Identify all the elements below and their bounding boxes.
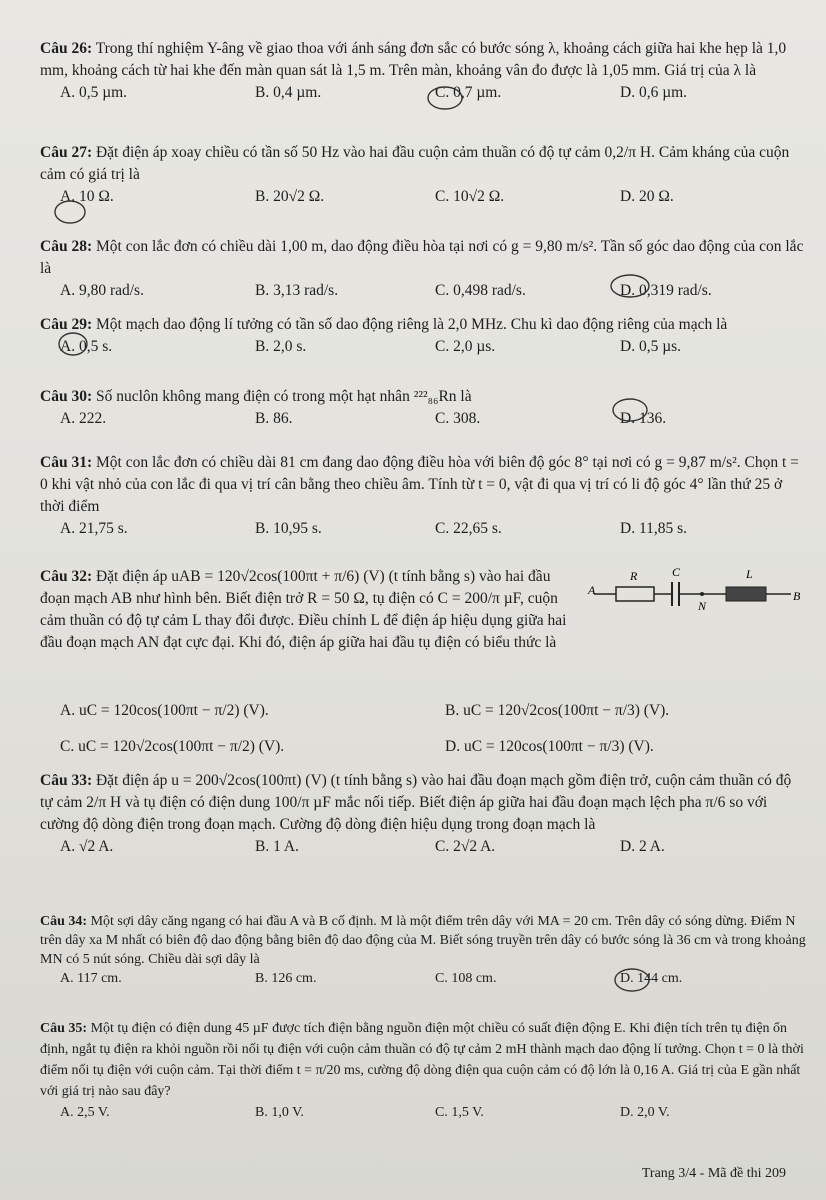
question-stem: Đặt điện áp xoay chiều có tần số 50 Hz vào hai đầu cuộn cảm thuần có độ tự cảm 0,2/π H. Cảm kháng của cuộn cảm có giá trị là (40, 144, 790, 183)
option-a: A. uC = 120cos(100πt − π/2) (V). (60, 702, 269, 719)
question-33 (40, 770, 806, 858)
question-stem: Một mạch dao động lí tưởng có tần số dao động riêng là 2,0 MHz. Chu kì dao động riêng của mạch là (95, 316, 728, 333)
option-c: C. uC = 120√2cos(100πt − π/2) (V). (60, 738, 285, 755)
question-stem: Một tụ điện có điện dung 45 µF được tích điện bằng nguồn điện một chiều có suất điện động E. Khi điện tích trên tụ điện ổn định, ngắt tụ điện ra khỏi nguồn rồi nối tụ điện với cuộn cảm thuần có độ tự cảm 2 mH thành mạch dao động lí tưởng. Chọn t = 0 là thời điểm nối tụ điện với cuộn cảm. Tại thời điểm t = π/20 ms, cường độ dòng điện qua cuộn cảm có độ lớn là 0,16 A. Giá trị của E gần nhất với giá trị nào sau đây? (40, 1021, 804, 1099)
option-a: A. 21,75 s. (60, 520, 128, 537)
option-a: A. 9,80 rad/s. (60, 282, 144, 299)
option-a: A. 222. (60, 410, 107, 427)
label-c: C (672, 566, 681, 579)
option-c: C. 0,7 µm. (435, 84, 502, 101)
option-d: D. 20 Ω. (620, 188, 674, 205)
pen-circle-mark (612, 966, 652, 994)
option-d: D. 2 A. (620, 838, 665, 855)
option-b: B. 10,95 s. (255, 520, 322, 537)
question-stem: Trong thí nghiệm Y-âng về giao thoa với ánh sáng đơn sắc có bước sóng λ, khoảng cách giữa hai khe hẹp là 1,0 mm, khoảng cách từ hai khe đến màn quan sát là 1,5 m. Trên màn, khoảng vân đo được là 1,05 mm. Giá trị của λ là (40, 40, 787, 79)
option-c: C. 10√2 Ω. (435, 188, 505, 205)
node-n-dot (700, 592, 704, 596)
question-29 (40, 314, 806, 358)
answer-options (40, 82, 806, 104)
question-number: Câu 28: (40, 238, 93, 255)
option-d: D. 0,319 rad/s. (620, 282, 712, 299)
question-number: Câu 34: (40, 914, 88, 929)
question-stem: Đặt điện áp uAB = 120√2cos(100πt + π/6) (V) (t tính bằng s) vào hai đầu đoạn mạch AB như hình bên. Biết điện trở R = 50 Ω, tụ điện có C = 200/π µF, cuộn cảm thuần có độ tự cảm L thay đổi được. Điều chỉnh L để điện áp hiệu dụng giữa hai đầu đoạn mạch AN đạt cực đại. Khi đó, điện áp giữa hai đầu tụ điện có biểu thức là (40, 568, 567, 651)
option-a: A. 10 Ω. (60, 188, 114, 205)
option-c: C. 2,0 µs. (435, 338, 496, 355)
question-number: Câu 29: (40, 316, 93, 333)
question-32 (40, 566, 576, 654)
circuit-diagram (586, 566, 806, 616)
option-a: A. 0,5 s. (60, 338, 113, 355)
option-c: C. 1,5 V. (435, 1105, 484, 1120)
option-b: B. 1 A. (255, 838, 299, 855)
question-number: Câu 30: (40, 388, 93, 405)
option-b: B. 3,13 rad/s. (255, 282, 339, 299)
answer-options (40, 836, 806, 858)
pen-circle-mark (56, 330, 90, 358)
question-stem: Một con lắc đơn có chiều dài 1,00 m, dao động điều hòa tại nơi có g = 9,80 m/s². Tần số góc dao động của con lắc là (40, 238, 804, 277)
answer-options (40, 186, 806, 208)
pen-circle-mark (52, 198, 88, 226)
inductor-symbol (726, 587, 766, 601)
question-stem: Đặt điện áp u = 200√2cos(100πt) (V) (t tính bằng s) vào hai đầu đoạn mạch gồm điện trở, cuộn cảm thuần có độ tự cảm 2/π H và tụ điện có điện dung 100/π µF mắc nối tiếp. Biết điện áp giữa hai đầu đoạn mạch lệch pha π/6 so với cường độ dòng điện trong đoạn mạch. Cường độ dòng điện hiệu dụng trong đoạn mạch là (40, 772, 792, 833)
option-d: D. 0,6 µm. (620, 84, 688, 101)
option-b: B. uC = 120√2cos(100πt − π/3) (V). (445, 702, 670, 719)
question-34 (40, 912, 806, 988)
page-footer: Trang 3/4 - Mã đề thi 209 (641, 1166, 786, 1181)
answer-options (40, 736, 806, 758)
option-b: B. 1,0 V. (255, 1105, 304, 1120)
option-c: C. 308. (435, 410, 481, 427)
option-a: A. 0,5 µm. (60, 84, 128, 101)
option-b: B. 86. (255, 410, 293, 427)
question-number: Câu 35: (40, 1021, 88, 1036)
option-c: C. 108 cm. (435, 971, 497, 986)
option-d: D. 0,5 µs. (620, 338, 682, 355)
question-26 (40, 38, 806, 104)
question-28 (40, 236, 806, 302)
option-d: D. 136. (620, 410, 667, 427)
question-number: Câu 32: (40, 568, 93, 585)
label-a: A (588, 583, 596, 597)
answer-options (40, 408, 806, 430)
question-27 (40, 142, 806, 208)
question-32-options (40, 700, 806, 758)
question-31 (40, 452, 806, 540)
option-b: B. 20√2 Ω. (255, 188, 325, 205)
answer-options (40, 700, 806, 722)
option-b: B. 0,4 µm. (255, 84, 322, 101)
option-d: D. 2,0 V. (620, 1105, 670, 1120)
label-b: B (793, 589, 801, 603)
option-c: C. 22,65 s. (435, 520, 502, 537)
label-r: R (630, 569, 638, 583)
question-number: Câu 27: (40, 144, 93, 161)
answer-options (40, 1102, 806, 1123)
question-35 (40, 1018, 806, 1123)
question-number: Câu 26: (40, 40, 93, 57)
question-number: Câu 31: (40, 454, 93, 471)
label-n: N (698, 599, 707, 613)
question-stem: Số nuclôn không mang điện có trong một hạt nhân ²²²₈₆Rn là (95, 388, 472, 405)
answer-options (40, 280, 806, 302)
pen-circle-mark (610, 396, 650, 424)
option-a: A. √2 A. (60, 838, 114, 855)
option-d: D. 11,85 s. (620, 520, 688, 537)
question-30 (40, 386, 806, 430)
option-a: A. 117 cm. (60, 971, 122, 986)
answer-options (40, 336, 806, 358)
resistor-symbol (616, 587, 654, 601)
option-d: D. uC = 120cos(100πt − π/3) (V). (445, 738, 654, 755)
option-c: C. 0,498 rad/s. (435, 282, 526, 299)
option-d: D. 144 cm. (620, 971, 683, 986)
question-number: Câu 33: (40, 772, 93, 789)
label-l: L (746, 567, 753, 581)
option-b: B. 2,0 s. (255, 338, 307, 355)
answer-options (40, 969, 806, 988)
option-c: C. 2√2 A. (435, 838, 496, 855)
pen-circle-mark (608, 272, 652, 300)
question-stem: Một con lắc đơn có chiều dài 81 cm đang dao động điều hòa với biên độ góc 8° tại nơi có g = 9,87 m/s². Chọn t = 0 khi vật nhỏ của con lắc đi qua vị trí cân bằng theo chiều âm. Tính từ t = 0, vật đi qua vị trí có li độ góc 4° lần thứ 25 ở thời điểm (40, 454, 799, 515)
option-b: B. 126 cm. (255, 971, 317, 986)
answer-options (40, 518, 806, 540)
question-stem: Một sợi dây căng ngang có hai đầu A và B cố định. M là một điểm trên dây với MA = 20 cm. Trên dây có sóng dừng. Điểm N trên dây xa M nhất có biên độ dao động bằng biên độ dao động của M. Biết sóng truyền trên dây có bước sóng là 36 cm và trong khoảng MN có 5 nút sóng. Chiều dài sợi dây là (40, 914, 806, 967)
pen-circle-mark (425, 84, 465, 112)
option-a: A. 2,5 V. (60, 1105, 110, 1120)
